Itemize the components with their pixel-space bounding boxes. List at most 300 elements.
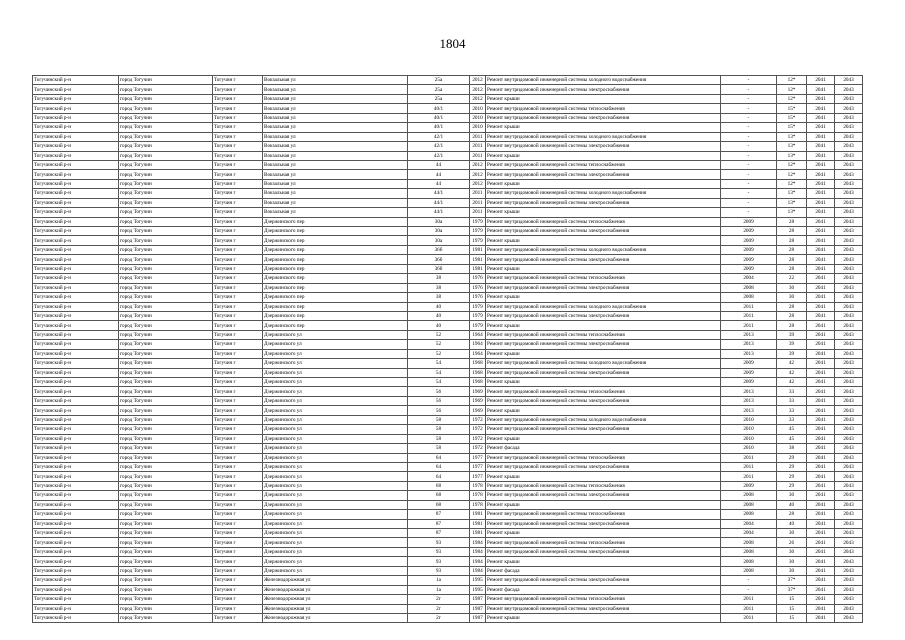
house-number-cell: 56 xyxy=(408,387,470,396)
build-year-cell: 2012 xyxy=(470,76,486,85)
work-type-cell: Ремонт внутридомовой инженерной системы электроснабжения xyxy=(486,198,721,207)
build-year-cell: 1987 xyxy=(470,613,486,622)
table-row xyxy=(33,227,863,236)
end-year-cell: 2043 xyxy=(835,132,863,141)
district-cell: Тогучинский р-н xyxy=(33,113,119,122)
end-year-cell: 2043 xyxy=(835,198,863,207)
house-number-cell: 36б xyxy=(408,255,470,264)
start-year-cell: 2041 xyxy=(807,264,835,273)
locality-cell: Тогучин г xyxy=(213,595,263,604)
table-row xyxy=(33,283,863,292)
end-year-cell: 2043 xyxy=(835,415,863,424)
table-row xyxy=(33,340,863,349)
start-year-cell: 2041 xyxy=(807,245,835,254)
end-year-cell: 2043 xyxy=(835,510,863,519)
street-cell: Дзержинского пер xyxy=(263,264,408,273)
start-year-cell: 2041 xyxy=(807,274,835,283)
street-cell: Дзержинского ул xyxy=(263,349,408,358)
house-number-cell: 93 xyxy=(408,566,470,575)
build-year-cell: 2012 xyxy=(470,160,486,169)
end-year-cell: 2043 xyxy=(835,604,863,613)
wear-percent-cell: 13* xyxy=(777,151,807,160)
district-cell: Тогучинский р-н xyxy=(33,142,119,151)
last-repair-year-cell: 2011 xyxy=(721,302,777,311)
street-cell: Дзержинского пер xyxy=(263,302,408,311)
work-type-cell: Ремонт крыши xyxy=(486,236,721,245)
house-number-cell: 30а xyxy=(408,227,470,236)
house-number-cell: 44 xyxy=(408,170,470,179)
street-cell: Дзержинского ул xyxy=(263,378,408,387)
settlement-cell: город Тогучин xyxy=(119,94,213,103)
work-type-cell: Ремонт крыши xyxy=(486,151,721,160)
last-repair-year-cell: 2013 xyxy=(721,330,777,339)
start-year-cell: 2041 xyxy=(807,557,835,566)
locality-cell: Тогучин г xyxy=(213,142,263,151)
table-row xyxy=(33,415,863,424)
table-row xyxy=(33,274,863,283)
locality-cell: Тогучин г xyxy=(213,113,263,122)
settlement-cell: город Тогучин xyxy=(119,415,213,424)
district-cell: Тогучинский р-н xyxy=(33,94,119,103)
house-number-cell: 93 xyxy=(408,547,470,556)
end-year-cell: 2043 xyxy=(835,425,863,434)
work-type-cell: Ремонт крыши xyxy=(486,529,721,538)
street-cell: Дзержинского пер xyxy=(263,283,408,292)
settlement-cell: город Тогучин xyxy=(119,274,213,283)
locality-cell: Тогучин г xyxy=(213,585,263,594)
settlement-cell: город Тогучин xyxy=(119,595,213,604)
district-cell: Тогучинский р-н xyxy=(33,613,119,622)
table-row xyxy=(33,406,863,415)
end-year-cell: 2043 xyxy=(835,387,863,396)
build-year-cell: 1972 xyxy=(470,434,486,443)
wear-percent-cell: 29 xyxy=(777,453,807,462)
house-number-cell: 52 xyxy=(408,349,470,358)
district-cell: Тогучинский р-н xyxy=(33,151,119,160)
wear-percent-cell: 12* xyxy=(777,76,807,85)
house-number-cell: 44 xyxy=(408,160,470,169)
work-type-cell: Ремонт крыши xyxy=(486,293,721,302)
build-year-cell: 2012 xyxy=(470,94,486,103)
last-repair-year-cell: 2009 xyxy=(721,359,777,368)
locality-cell: Тогучин г xyxy=(213,378,263,387)
last-repair-year-cell: 2008 xyxy=(721,547,777,556)
end-year-cell: 2043 xyxy=(835,245,863,254)
locality-cell: Тогучин г xyxy=(213,217,263,226)
wear-percent-cell: 29 xyxy=(777,472,807,481)
street-cell: Дзержинского пер xyxy=(263,236,408,245)
settlement-cell: город Тогучин xyxy=(119,500,213,509)
street-cell: Железнодорожная ул xyxy=(263,613,408,622)
build-year-cell: 2011 xyxy=(470,151,486,160)
work-type-cell: Ремонт внутридомовой инженерной системы теплоснабжения xyxy=(486,160,721,169)
street-cell: Вокзальная ул xyxy=(263,94,408,103)
locality-cell: Тогучин г xyxy=(213,170,263,179)
locality-cell: Тогучин г xyxy=(213,434,263,443)
table-row xyxy=(33,500,863,509)
district-cell: Тогучинский р-н xyxy=(33,604,119,613)
work-type-cell: Ремонт крыши xyxy=(486,349,721,358)
wear-percent-cell: 33 xyxy=(777,415,807,424)
street-cell: Дзержинского пер xyxy=(263,255,408,264)
house-number-cell: 56 xyxy=(408,396,470,405)
district-cell: Тогучинский р-н xyxy=(33,179,119,188)
build-year-cell: 1979 xyxy=(470,236,486,245)
street-cell: Железнодорожная ул xyxy=(263,585,408,594)
table-row xyxy=(33,113,863,122)
locality-cell: Тогучин г xyxy=(213,85,263,94)
work-type-cell: Ремонт внутридомовой инженерной системы теплоснабжения xyxy=(486,595,721,604)
street-cell: Вокзальная ул xyxy=(263,208,408,217)
last-repair-year-cell: 2011 xyxy=(721,453,777,462)
settlement-cell: город Тогучин xyxy=(119,76,213,85)
start-year-cell: 2041 xyxy=(807,491,835,500)
settlement-cell: город Тогучин xyxy=(119,547,213,556)
table-row xyxy=(33,151,863,160)
work-type-cell: Ремонт внутридомовой инженерной системы теплоснабжения xyxy=(486,453,721,462)
street-cell: Дзержинского ул xyxy=(263,396,408,405)
district-cell: Тогучинский р-н xyxy=(33,104,119,113)
district-cell: Тогучинский р-н xyxy=(33,227,119,236)
locality-cell: Тогучин г xyxy=(213,198,263,207)
locality-cell: Тогучин г xyxy=(213,529,263,538)
locality-cell: Тогучин г xyxy=(213,359,263,368)
house-number-cell: 40/1 xyxy=(408,123,470,132)
locality-cell: Тогучин г xyxy=(213,321,263,330)
settlement-cell: город Тогучин xyxy=(119,359,213,368)
district-cell: Тогучинский р-н xyxy=(33,538,119,547)
locality-cell: Тогучин г xyxy=(213,132,263,141)
street-cell: Вокзальная ул xyxy=(263,132,408,141)
street-cell: Дзержинского ул xyxy=(263,472,408,481)
last-repair-year-cell: 2013 xyxy=(721,349,777,358)
start-year-cell: 2041 xyxy=(807,434,835,443)
table-row xyxy=(33,160,863,169)
street-cell: Дзержинского ул xyxy=(263,566,408,575)
house-number-cell: 52 xyxy=(408,330,470,339)
street-cell: Дзержинского ул xyxy=(263,415,408,424)
street-cell: Дзержинского ул xyxy=(263,519,408,528)
wear-percent-cell: 33 xyxy=(777,406,807,415)
settlement-cell: город Тогучин xyxy=(119,104,213,113)
start-year-cell: 2041 xyxy=(807,76,835,85)
start-year-cell: 2041 xyxy=(807,510,835,519)
wear-percent-cell: 15 xyxy=(777,604,807,613)
end-year-cell: 2043 xyxy=(835,538,863,547)
street-cell: Дзержинского ул xyxy=(263,359,408,368)
wear-percent-cell: 13* xyxy=(777,132,807,141)
house-number-cell: 52 xyxy=(408,340,470,349)
settlement-cell: город Тогучин xyxy=(119,227,213,236)
district-cell: Тогучинский р-н xyxy=(33,283,119,292)
locality-cell: Тогучин г xyxy=(213,94,263,103)
district-cell: Тогучинский р-н xyxy=(33,198,119,207)
end-year-cell: 2043 xyxy=(835,378,863,387)
start-year-cell: 2041 xyxy=(807,500,835,509)
locality-cell: Тогучин г xyxy=(213,151,263,160)
settlement-cell: город Тогучин xyxy=(119,123,213,132)
table-row xyxy=(33,444,863,453)
district-cell: Тогучинский р-н xyxy=(33,415,119,424)
build-year-cell: 1976 xyxy=(470,283,486,292)
end-year-cell: 2043 xyxy=(835,613,863,622)
settlement-cell: город Тогучин xyxy=(119,255,213,264)
district-cell: Тогучинский р-н xyxy=(33,208,119,217)
street-cell: Железнодорожная ул xyxy=(263,595,408,604)
district-cell: Тогучинский р-н xyxy=(33,547,119,556)
locality-cell: Тогучин г xyxy=(213,387,263,396)
settlement-cell: город Тогучин xyxy=(119,604,213,613)
start-year-cell: 2041 xyxy=(807,208,835,217)
district-cell: Тогучинский р-н xyxy=(33,359,119,368)
house-number-cell: 64 xyxy=(408,453,470,462)
build-year-cell: 1976 xyxy=(470,274,486,283)
last-repair-year-cell: 2009 xyxy=(721,378,777,387)
end-year-cell: 2043 xyxy=(835,349,863,358)
start-year-cell: 2041 xyxy=(807,529,835,538)
locality-cell: Тогучин г xyxy=(213,104,263,113)
locality-cell: Тогучин г xyxy=(213,283,263,292)
start-year-cell: 2041 xyxy=(807,189,835,198)
end-year-cell: 2043 xyxy=(835,547,863,556)
start-year-cell: 2041 xyxy=(807,472,835,481)
house-number-cell: 93 xyxy=(408,557,470,566)
build-year-cell: 1969 xyxy=(470,396,486,405)
street-cell: Дзержинского пер xyxy=(263,311,408,320)
last-repair-year-cell: 2004 xyxy=(721,274,777,283)
work-type-cell: Ремонт внутридомовой инженерной системы электроснабжения xyxy=(486,547,721,556)
end-year-cell: 2043 xyxy=(835,179,863,188)
table-row xyxy=(33,179,863,188)
district-cell: Тогучинский р-н xyxy=(33,368,119,377)
house-number-cell: 64 xyxy=(408,462,470,471)
start-year-cell: 2041 xyxy=(807,349,835,358)
start-year-cell: 2041 xyxy=(807,595,835,604)
last-repair-year-cell: 2009 xyxy=(721,245,777,254)
end-year-cell: 2043 xyxy=(835,462,863,471)
street-cell: Дзержинского ул xyxy=(263,500,408,509)
street-cell: Дзержинского ул xyxy=(263,547,408,556)
street-cell: Вокзальная ул xyxy=(263,179,408,188)
end-year-cell: 2043 xyxy=(835,142,863,151)
wear-percent-cell: 15* xyxy=(777,113,807,122)
wear-percent-cell: 28 xyxy=(777,311,807,320)
settlement-cell: город Тогучин xyxy=(119,566,213,575)
build-year-cell: 2010 xyxy=(470,123,486,132)
wear-percent-cell: 12* xyxy=(777,85,807,94)
start-year-cell: 2041 xyxy=(807,85,835,94)
start-year-cell: 2041 xyxy=(807,340,835,349)
house-number-cell: 40/1 xyxy=(408,113,470,122)
work-type-cell: Ремонт внутридомовой инженерной системы теплоснабжения xyxy=(486,387,721,396)
house-number-cell: 56 xyxy=(408,406,470,415)
wear-percent-cell: 30 xyxy=(777,293,807,302)
street-cell: Вокзальная ул xyxy=(263,85,408,94)
last-repair-year-cell: 2010 xyxy=(721,425,777,434)
work-type-cell: Ремонт внутридомовой инженерной системы электроснабжения xyxy=(486,396,721,405)
build-year-cell: 1972 xyxy=(470,425,486,434)
start-year-cell: 2041 xyxy=(807,198,835,207)
district-cell: Тогучинский р-н xyxy=(33,302,119,311)
wear-percent-cell: 33 xyxy=(777,396,807,405)
build-year-cell: 1976 xyxy=(470,293,486,302)
district-cell: Тогучинский р-н xyxy=(33,444,119,453)
wear-percent-cell: 30 xyxy=(777,283,807,292)
build-year-cell: 1978 xyxy=(470,481,486,490)
house-number-cell: 40 xyxy=(408,311,470,320)
table-row xyxy=(33,585,863,594)
locality-cell: Тогучин г xyxy=(213,415,263,424)
work-type-cell: Ремонт внутридомовой инженерной системы электроснабжения xyxy=(486,576,721,585)
wear-percent-cell: 40 xyxy=(777,500,807,509)
settlement-cell: город Тогучин xyxy=(119,113,213,122)
last-repair-year-cell: - xyxy=(721,113,777,122)
settlement-cell: город Тогучин xyxy=(119,368,213,377)
last-repair-year-cell: 2013 xyxy=(721,340,777,349)
locality-cell: Тогучин г xyxy=(213,368,263,377)
house-number-cell: 36б xyxy=(408,245,470,254)
last-repair-year-cell: - xyxy=(721,123,777,132)
locality-cell: Тогучин г xyxy=(213,264,263,273)
last-repair-year-cell: - xyxy=(721,104,777,113)
district-cell: Тогучинский р-н xyxy=(33,274,119,283)
street-cell: Дзержинского ул xyxy=(263,538,408,547)
build-year-cell: 2012 xyxy=(470,170,486,179)
end-year-cell: 2043 xyxy=(835,491,863,500)
wear-percent-cell: 30 xyxy=(777,491,807,500)
settlement-cell: город Тогучин xyxy=(119,396,213,405)
table-row xyxy=(33,491,863,500)
table-row xyxy=(33,330,863,339)
start-year-cell: 2041 xyxy=(807,547,835,556)
street-cell: Дзержинского ул xyxy=(263,330,408,339)
build-year-cell: 2011 xyxy=(470,142,486,151)
last-repair-year-cell: - xyxy=(721,179,777,188)
locality-cell: Тогучин г xyxy=(213,566,263,575)
table-row xyxy=(33,293,863,302)
district-cell: Тогучинский р-н xyxy=(33,462,119,471)
last-repair-year-cell: 2013 xyxy=(721,396,777,405)
district-cell: Тогучинский р-н xyxy=(33,519,119,528)
table-row xyxy=(33,613,863,622)
build-year-cell: 1979 xyxy=(470,321,486,330)
district-cell: Тогучинский р-н xyxy=(33,264,119,273)
wear-percent-cell: 26 xyxy=(777,538,807,547)
house-number-cell: 68 xyxy=(408,481,470,490)
wear-percent-cell: 29 xyxy=(777,481,807,490)
house-number-cell: 25а xyxy=(408,76,470,85)
wear-percent-cell: 28 xyxy=(777,264,807,273)
start-year-cell: 2041 xyxy=(807,170,835,179)
locality-cell: Тогучин г xyxy=(213,236,263,245)
settlement-cell: город Тогучин xyxy=(119,519,213,528)
house-number-cell: 42/1 xyxy=(408,151,470,160)
wear-percent-cell: 33 xyxy=(777,387,807,396)
street-cell: Дзержинского пер xyxy=(263,227,408,236)
street-cell: Дзержинского пер xyxy=(263,293,408,302)
start-year-cell: 2041 xyxy=(807,132,835,141)
table-row xyxy=(33,368,863,377)
end-year-cell: 2043 xyxy=(835,236,863,245)
wear-percent-cell: 12* xyxy=(777,94,807,103)
table-row xyxy=(33,510,863,519)
work-type-cell: Ремонт внутридомовой инженерной системы электроснабжения xyxy=(486,113,721,122)
last-repair-year-cell: 2008 xyxy=(721,491,777,500)
last-repair-year-cell: - xyxy=(721,170,777,179)
district-cell: Тогучинский р-н xyxy=(33,387,119,396)
settlement-cell: город Тогучин xyxy=(119,340,213,349)
locality-cell: Тогучин г xyxy=(213,293,263,302)
end-year-cell: 2043 xyxy=(835,519,863,528)
last-repair-year-cell: - xyxy=(721,132,777,141)
work-type-cell: Ремонт внутридомовой инженерной системы электроснабжения xyxy=(486,368,721,377)
district-cell: Тогучинский р-н xyxy=(33,557,119,566)
table-row xyxy=(33,264,863,273)
table-row xyxy=(33,481,863,490)
locality-cell: Тогучин г xyxy=(213,227,263,236)
last-repair-year-cell: 2011 xyxy=(721,462,777,471)
build-year-cell: 1969 xyxy=(470,406,486,415)
wear-percent-cell: 13* xyxy=(777,142,807,151)
wear-percent-cell: 15* xyxy=(777,104,807,113)
settlement-cell: город Тогучин xyxy=(119,453,213,462)
house-number-cell: 87 xyxy=(408,529,470,538)
settlement-cell: город Тогучин xyxy=(119,387,213,396)
wear-percent-cell: 12* xyxy=(777,160,807,169)
work-type-cell: Ремонт внутридомовой инженерной системы электроснабжения xyxy=(486,491,721,500)
district-cell: Тогучинский р-н xyxy=(33,529,119,538)
district-cell: Тогучинский р-н xyxy=(33,378,119,387)
last-repair-year-cell: 2013 xyxy=(721,406,777,415)
end-year-cell: 2043 xyxy=(835,189,863,198)
district-cell: Тогучинский р-н xyxy=(33,349,119,358)
street-cell: Вокзальная ул xyxy=(263,160,408,169)
work-type-cell: Ремонт внутридомовой инженерной системы теплоснабжения xyxy=(486,510,721,519)
end-year-cell: 2043 xyxy=(835,151,863,160)
settlement-cell: город Тогучин xyxy=(119,198,213,207)
settlement-cell: город Тогучин xyxy=(119,613,213,622)
work-type-cell: Ремонт внутридомовой инженерной системы электроснабжения xyxy=(486,170,721,179)
end-year-cell: 2043 xyxy=(835,406,863,415)
settlement-cell: город Тогучин xyxy=(119,529,213,538)
settlement-cell: город Тогучин xyxy=(119,85,213,94)
last-repair-year-cell: 2013 xyxy=(721,387,777,396)
start-year-cell: 2041 xyxy=(807,113,835,122)
start-year-cell: 2041 xyxy=(807,160,835,169)
last-repair-year-cell: - xyxy=(721,208,777,217)
locality-cell: Тогучин г xyxy=(213,472,263,481)
last-repair-year-cell: - xyxy=(721,94,777,103)
last-repair-year-cell: - xyxy=(721,142,777,151)
district-cell: Тогучинский р-н xyxy=(33,123,119,132)
last-repair-year-cell: 2011 xyxy=(721,472,777,481)
wear-percent-cell: 39 xyxy=(777,330,807,339)
locality-cell: Тогучин г xyxy=(213,406,263,415)
table-row xyxy=(33,566,863,575)
build-year-cell: 1981 xyxy=(470,510,486,519)
build-year-cell: 2012 xyxy=(470,179,486,188)
district-cell: Тогучинский р-н xyxy=(33,321,119,330)
settlement-cell: город Тогучин xyxy=(119,217,213,226)
settlement-cell: город Тогучин xyxy=(119,462,213,471)
wear-percent-cell: 29 xyxy=(777,462,807,471)
house-number-cell: 93 xyxy=(408,538,470,547)
wear-percent-cell: 30 xyxy=(777,529,807,538)
last-repair-year-cell: 2011 xyxy=(721,595,777,604)
last-repair-year-cell: 2008 xyxy=(721,566,777,575)
settlement-cell: город Тогучин xyxy=(119,321,213,330)
district-cell: Тогучинский р-н xyxy=(33,311,119,320)
